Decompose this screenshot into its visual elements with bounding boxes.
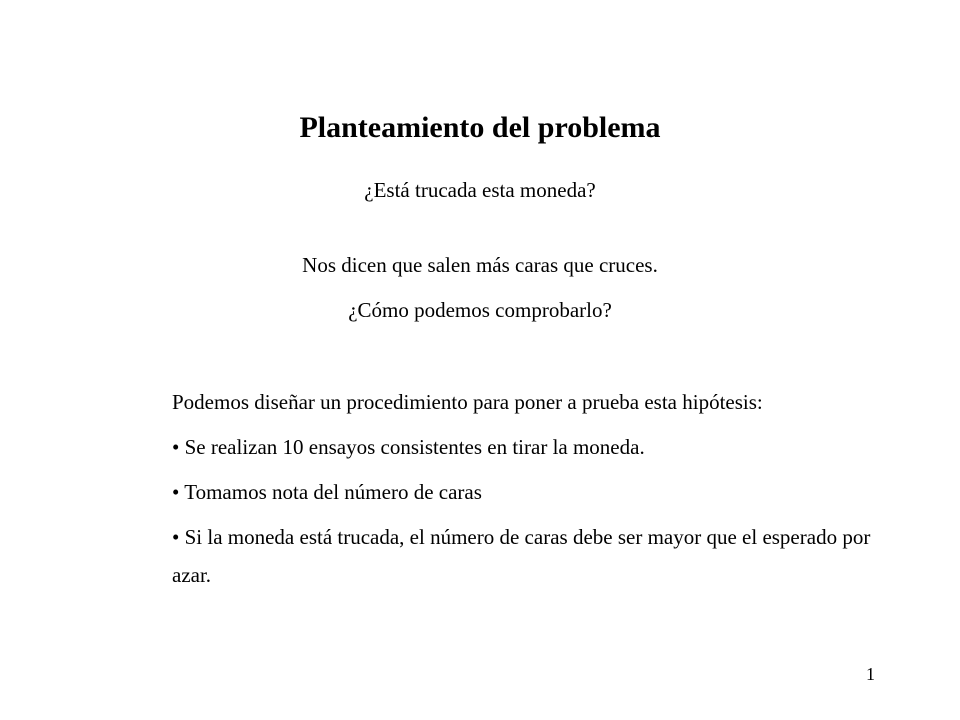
page-number: 1: [866, 664, 875, 684]
coin-question: ¿Está trucada esta moneda?: [364, 178, 596, 202]
procedure-block: [172, 383, 872, 601]
bullet-item: • Tomamos nota del número de caras: [172, 480, 482, 504]
bullet-item: • Se realizan 10 ensayos consistentes en tirar la moneda.: [172, 435, 645, 459]
procedure-intro: Podemos diseñar un procedimiento para poner a prueba esta hipótesis:: [172, 390, 763, 414]
verify-question: ¿Cómo podemos comprobarlo?: [348, 298, 612, 322]
bullet-item: • Si la moneda está trucada, el número de caras debe ser mayor que el esperado por azar.: [172, 525, 871, 587]
claim-text: Nos dicen que salen más caras que cruces.: [302, 253, 658, 277]
slide-title: Planteamiento del problema: [299, 111, 661, 144]
